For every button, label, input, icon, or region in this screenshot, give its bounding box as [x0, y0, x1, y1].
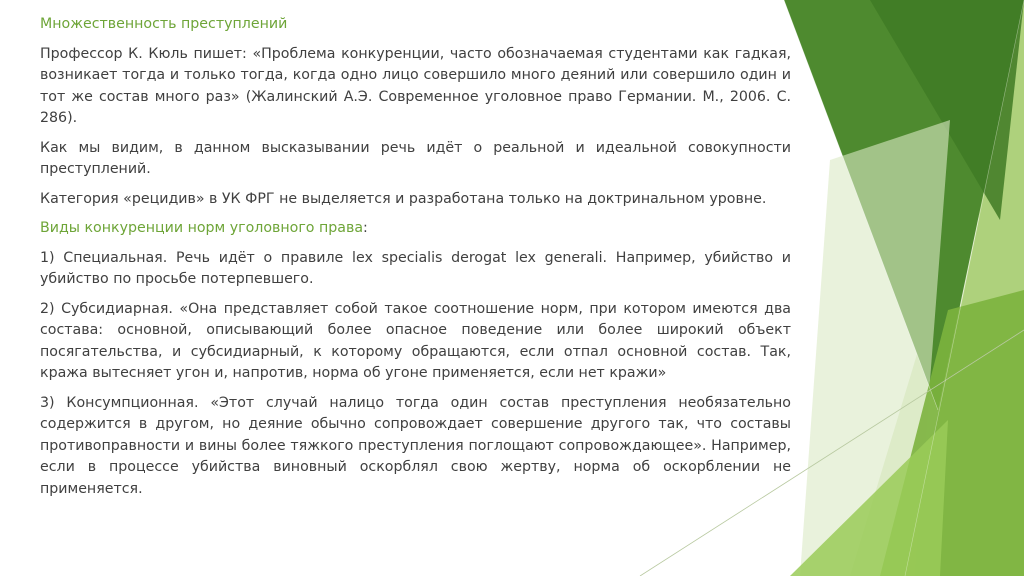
paragraph-totality: Как мы видим, в данном высказывании речь идёт о реальной и идеальной совокупности преступлений.	[40, 139, 791, 177]
type-subsidiary: 2) Субсидиарная. «Она представляет собой такое соотношение норм, при котором имеются два состава: основной, описывающий более опасное поведение или более широкий объект посягательства, и субсидиарный, к которому обращаются, если отпал основной состав. Так, кража вытесняет угон и, напротив, норма об угоне применяется, если нет кражи»	[40, 300, 791, 381]
type-special: 1) Специальная. Речь идёт о правиле lex specialis derogat lex generali. Например, убийство и убийство по просьбе потерпевшего.	[40, 249, 791, 287]
paragraph-recidivism: Категория «рецидив» в УК ФРГ не выделяется и разработана только на доктринальном уровне.	[40, 190, 767, 207]
type-consumption: 3) Консумпционная. «Этот случай налицо тогда один состав преступления необязательно содержится в другом, но деяние обычно сопровождает совершение другого так, что составы противоправности и вины более тяжкого преступления поглощают сопровождающее». Например, если в процессе убийства виновный оскорблял свою жертву, норма об оскорблении не применяется.	[40, 394, 791, 497]
subheading-text: Виды конкуренции норм уголовного права	[40, 220, 364, 236]
slide-title: Множественность преступлений	[40, 16, 288, 32]
subheading-competition-types	[40, 218, 791, 240]
slide-content	[40, 14, 791, 508]
subheading-colon: :	[363, 220, 368, 236]
paragraph-quote-kuhl: Профессор К. Кюль пишет: «Проблема конкуренции, часто обозначаемая студентами как гадкая, возникает тогда и только тогда, когда одно лицо совершило много деяний или совершило один и тот же состав много раз» (Жалинский А.Э. Современное уголовное право Германии. М., 2006. С. 286).	[40, 45, 791, 126]
